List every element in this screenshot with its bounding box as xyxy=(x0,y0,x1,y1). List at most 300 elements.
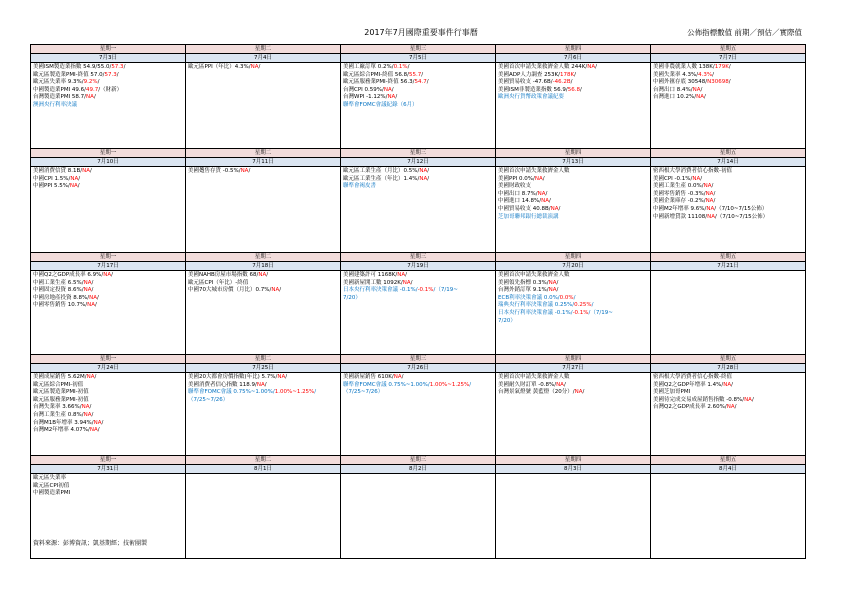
value-text: NA xyxy=(548,287,557,294)
indicator-text: / xyxy=(101,419,104,426)
value-text: NA xyxy=(744,396,752,403)
weekday-header: 星期三 xyxy=(341,149,496,158)
weekday-header: 星期四 xyxy=(496,253,651,262)
event-text: /（7/19~ xyxy=(588,309,613,316)
value-text: NA xyxy=(103,272,112,278)
indicator-text: / xyxy=(90,168,92,174)
indicator-text: / xyxy=(703,94,706,101)
day-cell xyxy=(31,373,186,456)
value-text: NA xyxy=(692,175,701,182)
indicator-text: 密西根大學消費者信心指數-終值 xyxy=(653,374,732,380)
indicator-text: 美國零售銷售 -0.3%/ xyxy=(653,190,706,197)
day-cell xyxy=(496,167,651,253)
value-text: 0.0% xyxy=(559,294,574,301)
weekday-header: 星期四 xyxy=(496,149,651,158)
date-label: 8月1日 xyxy=(186,465,341,474)
indicator-text: 美國芝加哥PMI xyxy=(653,389,691,396)
weekday-header: 星期四 xyxy=(496,456,651,465)
indicator-text: 美國工廠訂單 0.2%/ xyxy=(343,64,394,70)
value-text: 49.7 xyxy=(86,86,99,93)
event-line xyxy=(498,64,648,72)
value-text: NA xyxy=(587,64,596,70)
value-text: 0.1% xyxy=(393,64,408,70)
indicator-text: / xyxy=(700,175,703,182)
event-line xyxy=(498,79,648,87)
date-row xyxy=(31,364,806,373)
indicator-text: 美國PPI 0.0%/ xyxy=(498,175,535,182)
indicator-text: 美國待完成交易成屋銷售指數 -0.8%/ xyxy=(653,396,745,403)
day-cell xyxy=(186,373,341,456)
indicator-text: / xyxy=(123,64,126,70)
indicator-text: 歐元區製造業PMI-初值 xyxy=(33,389,89,396)
weekday-header: 星期二 xyxy=(186,456,341,465)
value-text: -0.1% xyxy=(417,287,434,294)
legend-text: 公佈指標數值 前期／預估／實際值 xyxy=(687,28,802,37)
event-line xyxy=(343,79,493,87)
date-label: 8月4日 xyxy=(651,465,806,474)
indicator-text: /（7/10~7/15公佈） xyxy=(715,213,769,220)
day-cell xyxy=(186,271,341,355)
indicator-text: / xyxy=(91,287,94,294)
event-line xyxy=(33,490,183,498)
indicator-text: / xyxy=(407,64,410,70)
indicator-text: / xyxy=(391,86,394,93)
indicator-text: / xyxy=(728,64,731,70)
event-line xyxy=(498,272,648,280)
indicator-text: / xyxy=(285,374,288,380)
indicator-text: 中國M2年增率 9.6%/ xyxy=(653,205,707,212)
value-text: NA xyxy=(89,427,98,434)
indicator-text: 中國Q2之GDP成長率 6.9%/ xyxy=(33,272,104,278)
day-cell xyxy=(341,63,496,149)
date-row xyxy=(31,54,806,63)
indicator-text: 歐元區服務業PMI-初值 xyxy=(33,396,89,403)
indicator-text: /（財新） xyxy=(98,86,123,93)
event-line xyxy=(498,302,648,310)
indicator-text: 美國失業率 4.3%/ xyxy=(653,71,699,78)
event-line xyxy=(33,183,183,191)
date-label: 7月3日 xyxy=(31,54,186,63)
page-title: 2017年7月國際重要事件行事曆 xyxy=(364,28,478,37)
indicator-text: / xyxy=(97,79,100,86)
indicator-text: 美國領先指標 0.3%/ xyxy=(498,279,549,286)
indicator-text: / xyxy=(94,302,97,309)
source-footnote: 資料來源：彭博資訊；凱基期經；技術團製 xyxy=(33,540,148,547)
event-line xyxy=(343,64,493,72)
indicator-text: / xyxy=(556,287,559,294)
weekday-header-row xyxy=(31,456,806,465)
value-text: -0.1% xyxy=(572,309,589,316)
day-cell xyxy=(186,474,341,559)
weekday-header: 星期五 xyxy=(651,456,806,465)
indicator-text: 中國房地產投資 8.8%/ xyxy=(33,294,90,301)
indicator-text: 美國CPI -0.1%/ xyxy=(653,175,693,182)
events-row xyxy=(31,271,806,355)
indicator-text: 美國耐久財訂單 -0.8%/ xyxy=(498,381,557,388)
value-text: 178K xyxy=(560,71,575,78)
indicator-text: 中國製造業PMI 49.6/ xyxy=(33,86,87,93)
event-text: 瑞典央行利率決策會議 0.25%/ xyxy=(498,302,575,309)
day-cell xyxy=(186,63,341,149)
date-label: 7月27日 xyxy=(496,364,651,373)
value-text: NA xyxy=(387,94,396,101)
event-line xyxy=(498,206,648,214)
value-text: NA xyxy=(383,86,392,93)
value-text: NA xyxy=(723,381,732,388)
date-label: 7月24日 xyxy=(31,364,186,373)
weekday-header: 星期一 xyxy=(31,149,186,158)
indicator-text: / xyxy=(248,168,251,174)
weekday-header: 星期一 xyxy=(31,45,186,54)
day-cell xyxy=(341,167,496,253)
indicator-text: 台灣Q2之GDP成長率 2.60%/ xyxy=(653,404,727,411)
weekday-header: 星期五 xyxy=(651,149,806,158)
event-text: 7/20） xyxy=(498,317,516,324)
event-line xyxy=(653,206,803,214)
event-line xyxy=(33,102,183,110)
weekday-header: 星期二 xyxy=(186,253,341,262)
value-text: NA xyxy=(271,287,280,294)
indicator-text: / xyxy=(713,190,716,197)
event-text: 聯準會FOMC會議 0.75%~1.00%/ xyxy=(343,381,430,388)
day-cell xyxy=(651,271,806,355)
event-line xyxy=(33,94,183,102)
indicator-text: 美國躉售存貨 -0.5%/ xyxy=(188,168,241,174)
weekday-header: 星期三 xyxy=(341,355,496,364)
weekday-header: 星期一 xyxy=(31,253,186,262)
value-text: 0.25% xyxy=(574,302,592,309)
value-text: NA xyxy=(258,272,267,278)
event-text: （7/25~7/26） xyxy=(343,389,384,396)
value-text: NA xyxy=(70,175,79,182)
date-label: 7月5日 xyxy=(341,54,496,63)
value-text: NA xyxy=(89,294,97,301)
date-label: 7月14日 xyxy=(651,158,806,167)
event-line xyxy=(33,287,183,295)
indicator-text: / xyxy=(266,272,269,278)
event-line xyxy=(498,214,648,222)
value-text: NA xyxy=(550,205,559,212)
indicator-text: 美國NAHB房屋市場指數 68/ xyxy=(188,272,259,278)
indicator-text: 台灣WPI -1.12%/ xyxy=(343,94,388,101)
event-text: 芝加哥聯邦銀行總裁演講 xyxy=(498,213,559,220)
indicator-text: 中國零售銷售 10.7%/ xyxy=(33,302,88,309)
indicator-text: 密西根大學消費者信心指數-初值 xyxy=(653,168,732,174)
value-text: NA xyxy=(402,279,411,286)
event-line xyxy=(188,272,338,280)
indicator-text: 美國ADP人力調查 253K/ xyxy=(498,71,561,78)
indicator-text: 台灣失業率 3.66%/ xyxy=(33,404,82,411)
indicator-text: 歐元區失業率 xyxy=(33,475,67,481)
indicator-text: / xyxy=(556,279,559,286)
value-text: NA xyxy=(86,374,95,380)
date-label: 7月18日 xyxy=(186,262,341,271)
value-text: NA xyxy=(93,419,102,426)
event-line xyxy=(343,94,493,102)
event-line xyxy=(343,287,493,295)
indicator-text: 中國貿易收支 40.8B/ xyxy=(498,205,551,212)
indicator-text: / xyxy=(279,287,282,294)
date-label: 7月21日 xyxy=(651,262,806,271)
indicator-text: 歐元區綜合PMI-初值 xyxy=(33,381,84,388)
date-label: 7月31日 xyxy=(31,465,186,474)
event-text: （7/25~7/26） xyxy=(188,396,229,403)
event-text: 歐洲央行貨幣政策會議紀要 xyxy=(498,94,565,101)
value-text: 4.3% xyxy=(698,71,713,78)
indicator-text: 美國建築許可 1168K/ xyxy=(343,272,398,278)
indicator-text: / xyxy=(542,175,545,182)
weekday-header: 星期五 xyxy=(651,253,806,262)
value-text: 1.00%~1.25% xyxy=(429,381,470,388)
indicator-text: / xyxy=(558,205,561,212)
event-text: 聯準會FOMC會議 0.75%~1.00%/ xyxy=(188,389,275,396)
weekday-header: 星期一 xyxy=(31,355,186,364)
event-text: / xyxy=(469,381,472,388)
event-line xyxy=(498,310,648,318)
event-line xyxy=(653,214,803,222)
indicator-text: / xyxy=(545,190,548,197)
date-row xyxy=(31,158,806,167)
event-text: / xyxy=(591,302,594,309)
indicator-text: / xyxy=(574,71,576,78)
indicator-text: / xyxy=(712,71,714,78)
indicator-text: 美國企業庫存 -0.2%/ xyxy=(653,198,706,205)
indicator-text: 美國消費信貸 8.1B/ xyxy=(33,168,83,174)
events-row xyxy=(31,167,806,253)
indicator-text: 中國外匯存底 30548/ xyxy=(653,79,708,86)
value-text: 54.7 xyxy=(414,79,427,86)
weekday-header: 星期三 xyxy=(341,456,496,465)
date-row xyxy=(31,262,806,271)
day-cell xyxy=(341,474,496,559)
indicator-text: 歐元區失業率 9.3%/ xyxy=(33,79,84,86)
weekday-header: 星期二 xyxy=(186,149,341,158)
value-text: NA xyxy=(419,175,428,182)
indicator-text: / xyxy=(395,94,398,101)
indicator-text: 台灣外銷訂單 9.1%/ xyxy=(498,287,549,294)
indicator-text: 歐元區服務業PMI-終值 56.3/ xyxy=(343,79,415,86)
date-label: 7月12日 xyxy=(341,158,496,167)
indicator-text: / xyxy=(96,294,99,301)
weekday-header: 星期一 xyxy=(31,456,186,465)
indicator-text: 美國ISM非製造業指數 56.9/ xyxy=(498,86,568,93)
event-text: 聯準會褐皮書 xyxy=(343,183,377,190)
event-text: 日本央行利率決策會議 -0.1%/ xyxy=(498,309,573,316)
weekday-header: 星期四 xyxy=(496,45,651,54)
indicator-text: 美國工業生產 0.0%/ xyxy=(653,183,704,190)
event-line xyxy=(498,389,648,397)
value-text: NA xyxy=(707,213,715,220)
value-text: NA xyxy=(556,381,564,388)
event-line xyxy=(188,287,338,295)
value-text: N30698 xyxy=(707,79,729,86)
value-text: NA xyxy=(250,64,259,70)
indicator-text: 美國首次申請失業救濟金人數 xyxy=(498,374,570,380)
value-text: NA xyxy=(706,205,715,212)
date-label: 8月3日 xyxy=(496,465,651,474)
value-text: NA xyxy=(69,183,78,190)
value-text: NA xyxy=(83,287,92,294)
event-line xyxy=(33,272,183,280)
indicator-text: / xyxy=(91,279,94,286)
value-text: NA xyxy=(726,404,735,411)
date-label: 7月19日 xyxy=(341,262,496,271)
day-cell xyxy=(651,63,806,149)
value-text: NA xyxy=(82,168,91,174)
indicator-text: / xyxy=(91,411,94,418)
event-line xyxy=(33,168,183,176)
date-label: 8月2日 xyxy=(341,465,496,474)
indicator-text: / xyxy=(405,272,407,278)
indicator-text: 美國成屋銷售 5.62M/ xyxy=(33,374,87,380)
event-line xyxy=(33,412,183,420)
indicator-text: 美國財政收支 xyxy=(498,183,532,190)
indicator-text: / xyxy=(89,404,92,411)
indicator-text: / xyxy=(570,79,573,86)
day-cell xyxy=(31,63,186,149)
value-text: NA xyxy=(87,302,95,309)
weekday-header-row xyxy=(31,355,806,364)
date-row xyxy=(31,465,806,474)
date-label: 7月10日 xyxy=(31,158,186,167)
indicator-text: /（7/10~7/15公佈） xyxy=(714,205,768,212)
event-line xyxy=(498,318,648,326)
indicator-text: 台灣M2年增率 4.07%/ xyxy=(33,427,90,434)
indicator-text: / xyxy=(731,381,733,388)
date-label: 7月7日 xyxy=(651,54,806,63)
event-line xyxy=(653,404,803,412)
day-cell xyxy=(651,167,806,253)
weekday-header: 星期三 xyxy=(341,45,496,54)
indicator-text: 台灣出口 8.4%/ xyxy=(653,86,693,93)
event-line xyxy=(33,404,183,412)
event-line xyxy=(343,183,493,191)
indicator-text: 中國PPI 5.5%/ xyxy=(33,183,70,190)
date-label: 7月20日 xyxy=(496,262,651,271)
indicator-text: / xyxy=(264,381,267,388)
event-text: / xyxy=(314,389,317,396)
day-cell xyxy=(186,167,341,253)
indicator-text: / xyxy=(751,396,754,403)
indicator-text: 美國新屋銷售 610K/ xyxy=(343,374,394,380)
event-text: 日本央行利率決策會議 -0.1%/ xyxy=(343,287,418,294)
indicator-text: 中國70大城市房價（月比）0.7%/ xyxy=(188,287,272,294)
indicator-text: 中國出口 8.7%/ xyxy=(498,190,538,197)
day-cell xyxy=(341,373,496,456)
value-text: 55.7 xyxy=(409,71,422,78)
event-line xyxy=(343,168,493,176)
weekday-header: 星期二 xyxy=(186,45,341,54)
indicator-text: / xyxy=(427,168,430,174)
indicator-text: 台灣進口 10.2%/ xyxy=(653,94,697,101)
indicator-text: / xyxy=(93,94,96,101)
events-row xyxy=(31,373,806,456)
value-text: 1.00%~1.25% xyxy=(274,389,315,396)
event-line xyxy=(498,94,648,102)
value-text: NA xyxy=(83,279,92,286)
indicator-text: 歐元區工業生產（月比）0.5%/ xyxy=(343,168,420,174)
day-cell xyxy=(496,63,651,149)
date-label: 7月4日 xyxy=(186,54,341,63)
indicator-text: 美國ISM製造業指數 54.9/55.0/ xyxy=(33,64,112,70)
indicator-text: / xyxy=(728,79,731,86)
indicator-text: 中國固定投資 8.6%/ xyxy=(33,287,84,294)
event-line xyxy=(498,287,648,295)
event-line xyxy=(653,183,803,191)
indicator-text: / xyxy=(582,389,585,396)
day-cell xyxy=(651,373,806,456)
event-line xyxy=(343,374,493,382)
event-text: ECB利率決策會議 0.0%/ xyxy=(498,294,560,301)
event-line xyxy=(188,397,338,405)
event-line xyxy=(498,183,648,191)
indicator-text: / xyxy=(258,64,261,70)
value-text: NA xyxy=(240,168,249,174)
indicator-text: / xyxy=(421,71,424,78)
indicator-text: 中國CPI 1.5%/ xyxy=(33,175,71,182)
value-text: NA xyxy=(277,374,286,380)
indicator-text: / xyxy=(579,86,582,93)
value-text: NA xyxy=(574,389,583,396)
day-cell xyxy=(496,271,651,355)
event-line xyxy=(653,168,803,176)
indicator-text: 歐元區綜合PMI-終值 56.8/ xyxy=(343,71,410,78)
date-label: 7月17日 xyxy=(31,262,186,271)
indicator-text: 美國新屋開工數 1092K/ xyxy=(343,279,403,286)
event-line xyxy=(498,374,648,382)
value-text: NA xyxy=(397,272,406,278)
event-line xyxy=(33,389,183,397)
date-label: 7月28日 xyxy=(651,364,806,373)
day-cell xyxy=(341,271,496,355)
day-cell xyxy=(31,167,186,253)
weekday-header-row xyxy=(31,253,806,262)
value-text: NA xyxy=(419,168,428,174)
date-label: 7月25日 xyxy=(186,364,341,373)
value-text: NA xyxy=(696,94,704,101)
indicator-text: 美國貿易收支 -47.6B/ xyxy=(498,79,553,86)
event-line xyxy=(653,198,803,206)
weekday-header: 星期二 xyxy=(186,355,341,364)
weekday-header: 星期四 xyxy=(496,355,651,364)
day-cell xyxy=(651,474,806,559)
value-text: NA xyxy=(705,190,714,197)
event-line xyxy=(33,374,183,382)
value-text: 179K xyxy=(714,64,729,70)
event-text: 澳洲央行利率決議 xyxy=(33,101,78,108)
indicator-text: 美國首次申請失業救濟金人數 xyxy=(498,272,570,278)
weekday-header: 星期五 xyxy=(651,45,806,54)
indicator-text: 美國20大都會房價指數(年比) 5.7%/ xyxy=(188,374,278,380)
date-label: 7月13日 xyxy=(496,158,651,167)
value-text: 56.8 xyxy=(567,86,580,93)
event-line xyxy=(33,79,183,87)
indicator-text: / xyxy=(700,86,703,93)
event-line xyxy=(653,64,803,72)
indicator-text: 歐元區CPI（年比）-終值 xyxy=(188,279,249,286)
indicator-text: / xyxy=(116,71,119,78)
indicator-text: / xyxy=(401,374,404,380)
event-line xyxy=(188,168,338,176)
events-row xyxy=(31,63,806,149)
value-text: -46.2B xyxy=(552,79,571,86)
event-text: /（7/19~ xyxy=(433,287,458,294)
event-line xyxy=(343,295,493,303)
event-line xyxy=(33,427,183,435)
event-line xyxy=(188,389,338,397)
indicator-text: 中國製造業PMI xyxy=(33,490,71,497)
value-text: NA xyxy=(703,183,712,190)
